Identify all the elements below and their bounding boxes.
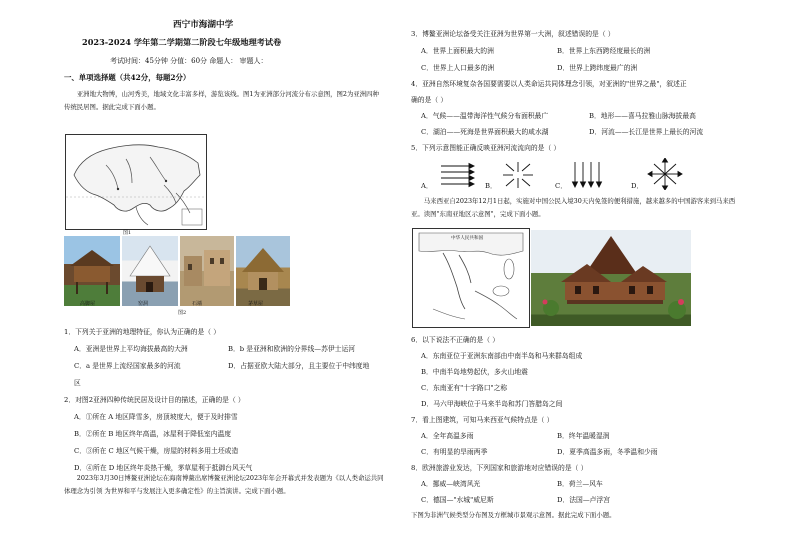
section-title: 一、单项选择题（共42分，每题2分） bbox=[64, 73, 191, 82]
figure-2-label: 图2 bbox=[178, 310, 187, 316]
q1-option-d[interactable]: D．占据亚欧大陆大部分，且主要位于中纬度地 bbox=[228, 362, 370, 370]
q4-option-d[interactable]: D．河流——长江是世界上最长的河流 bbox=[589, 128, 704, 136]
q5-option-b[interactable]: B． bbox=[485, 182, 497, 190]
question-1-stem: 1．下列关于亚洲的地理特征，你认为正确的是（ ） bbox=[64, 328, 221, 336]
q8-option-d[interactable]: D．法国—卢浮宫 bbox=[557, 496, 611, 504]
question-7-stem: 7．看上图建筑，可知马来西亚气候特点是（ ） bbox=[411, 416, 554, 424]
photo-caption-3: 石墙 bbox=[192, 301, 203, 307]
q6-option-c[interactable]: C．东南亚有"十字路口"之称 bbox=[421, 384, 508, 392]
q1-option-c[interactable]: C．a 是世界上流经国家最多的河流 bbox=[74, 362, 181, 370]
q7-option-b[interactable]: B．终年温暖湿润 bbox=[557, 432, 610, 440]
q4-option-c[interactable]: C．湖泊——死海是世界面积最大的咸水湖 bbox=[421, 128, 549, 136]
figure-1-label: 图1 bbox=[123, 230, 132, 236]
q2-option-c[interactable]: C．③所在 C 地区气候干燥，房屋的材料多用土坯或造 bbox=[74, 447, 239, 455]
q4-option-a[interactable]: A．气候——温带海洋性气候分布面积最广 bbox=[421, 112, 549, 120]
malaysian-house-drawing bbox=[531, 230, 691, 326]
question-4-stem: 4．亚洲自然环境复杂各国要需要以人类命运共同体理念引领，对亚洲的"世界之最"，叙述正 bbox=[411, 80, 687, 88]
arrows-east-diagram bbox=[439, 162, 475, 190]
q6-option-b[interactable]: B．中南半岛地势起伏，多火山地震 bbox=[421, 368, 528, 376]
dwelling-photo-2 bbox=[122, 236, 178, 306]
exam-info: 考试时间：45分钟 分值：60分 命题人： 审题人： bbox=[110, 57, 268, 65]
dwelling-photo-3 bbox=[180, 236, 234, 306]
dwelling-photo-1 bbox=[64, 236, 120, 306]
dwelling-photo-4 bbox=[236, 236, 290, 306]
q2-option-b[interactable]: B．②所在 B 地区终年高温，冰屋利于降低室内温度 bbox=[74, 430, 232, 438]
thatch-hut-drawing bbox=[236, 236, 290, 306]
q1-option-b[interactable]: B．b 是亚洲和欧洲的分界线—苏伊士运河 bbox=[228, 345, 356, 353]
q2-option-d[interactable]: D．④所在 D 地区终年炎热干燥，茅草屋利于抵御台风天气 bbox=[74, 464, 253, 472]
question-2-stem: 2．对图2亚洲四种传统民居及设计目的描述，正确的是（ ） bbox=[64, 396, 245, 404]
q8-option-a[interactable]: A．挪威—峡湾风光 bbox=[421, 480, 481, 488]
q6-option-d[interactable]: D．马六甲海峡位于马来半岛和苏门答腊岛之间 bbox=[421, 400, 563, 408]
boao-passage: 2023年3月30日博鳌亚洲论坛在海南博鳌出席博鳌亚洲论坛2023年年会开幕式并发表题为《以人类命运共同体理念为引领 为世界和平与发展注入更多确定性》的主旨演讲。完成下面小题。 bbox=[64, 474, 384, 495]
q4-option-b[interactable]: B．地形——喜马拉雅山脉海拔最高 bbox=[589, 112, 696, 120]
q1-option-d-continued: 区 bbox=[74, 379, 81, 387]
q3-option-c[interactable]: C．世界上人口最多的洲 bbox=[421, 64, 495, 72]
southeast-asia-map bbox=[412, 228, 530, 328]
exam-title: 2023-2024 学年第二学期第二阶段七年级地理考试卷 bbox=[82, 37, 282, 47]
photo-caption-4: 茅草屋 bbox=[248, 301, 264, 307]
arrows-outward-diagram bbox=[647, 158, 683, 190]
asia-rivers-map bbox=[65, 134, 207, 230]
asia-map-drawing bbox=[66, 135, 206, 229]
arrows-inward-diagram bbox=[501, 160, 535, 190]
question-4-stem-continued: 确的是（ ） bbox=[411, 96, 448, 104]
q1-option-a[interactable]: A．亚洲是世界上平均海拔最高的大洲 bbox=[74, 345, 188, 353]
question-5-stem: 5．下列示意图能正确反映亚洲河流流向的是（ ） bbox=[411, 144, 561, 152]
earth-house-drawing bbox=[180, 236, 234, 306]
q7-option-d[interactable]: D．夏季高温多雨，冬季温和少雨 bbox=[557, 448, 658, 456]
q3-option-a[interactable]: A．世界上面积最大的洲 bbox=[421, 47, 494, 55]
q6-option-a[interactable]: A．东南亚位于亚洲东南部由中南半岛和马来群岛组成 bbox=[421, 352, 583, 360]
q7-option-c[interactable]: C．有明显的旱雨两季 bbox=[421, 448, 488, 456]
question-3-stem: 3．博鳌亚洲论坛备受关注亚洲为世界第一大洲，叙述错误的是（ ） bbox=[411, 30, 615, 38]
q2-option-a[interactable]: A．①所在 A 地区降雪多，房顶坡度大，便于及时排雪 bbox=[74, 413, 238, 421]
arrows-south-diagram bbox=[571, 160, 605, 190]
malaysian-house-photo bbox=[531, 230, 691, 326]
q8-option-b[interactable]: B．荷兰—风车 bbox=[557, 480, 603, 488]
malaysia-passage: 马来西亚自2023年12月1日起，实施对中国公民入境30天内免签的便利措施，越来越多的中国游客来到马来西亚。读图"东南亚地区示意图"，完成下面小题。 bbox=[411, 197, 736, 218]
q3-option-d[interactable]: D．世界上跨纬度最广的洲 bbox=[557, 64, 638, 72]
map-country-label: 中华人民共和国 bbox=[451, 236, 484, 241]
q5-option-d[interactable]: D． bbox=[631, 182, 644, 190]
question-6-stem: 6．以下说法不正确的是（ ） bbox=[411, 336, 500, 344]
intro-passage: 亚洲地大物博，山河秀美，地域文化丰富多样，游览该线。图1为亚洲部分河流分布示意图，图2为亚洲四种传统民居图。据此完成下面小题。 bbox=[64, 90, 379, 111]
africa-passage: 下图为非洲气候类型分布图及方框城市景观示意图。据此完成下面小题。 bbox=[411, 511, 616, 519]
photo-caption-1: 高脚屋 bbox=[80, 301, 96, 307]
snow-house-drawing bbox=[122, 236, 178, 306]
school-name: 西宁市海湖中学 bbox=[173, 20, 234, 30]
stilt-house-drawing bbox=[64, 236, 120, 306]
photo-caption-2: 窑洞 bbox=[138, 301, 149, 307]
q5-option-a[interactable]: A． bbox=[421, 182, 433, 190]
q5-option-c[interactable]: C． bbox=[555, 182, 567, 190]
q3-option-b[interactable]: B．世界上东西跨经度最长的洲 bbox=[557, 47, 651, 55]
question-8-stem: 8．欧洲旅游业发达，下列国家和旅游地对应错误的是（ ） bbox=[411, 464, 588, 472]
q7-option-a[interactable]: A．全年高温多雨 bbox=[421, 432, 474, 440]
southeast-asia-map-drawing bbox=[413, 229, 529, 327]
q8-option-c[interactable]: C．德国—"水城"威尼斯 bbox=[421, 496, 494, 504]
